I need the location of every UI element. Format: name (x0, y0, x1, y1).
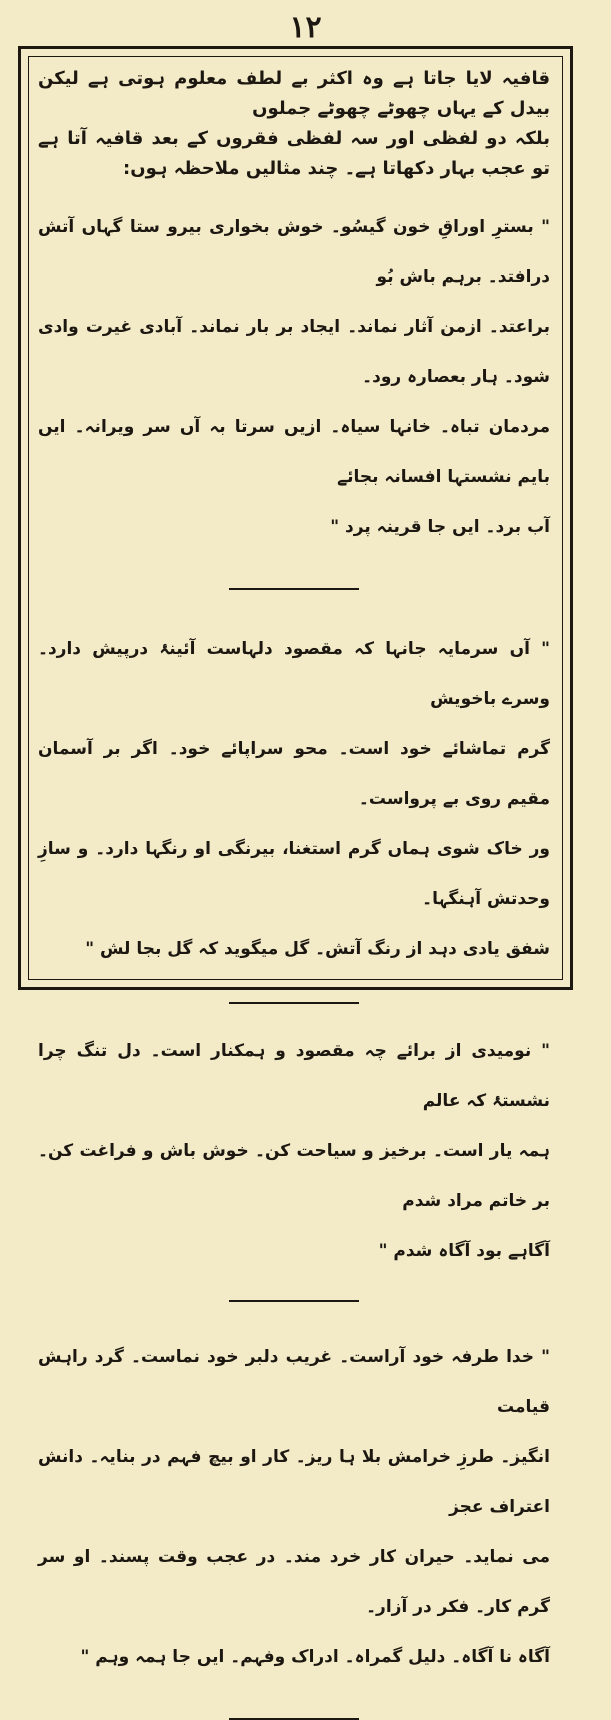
quote-1 (38, 202, 550, 552)
intro-line: بلکہ دو لفظی اور سہ لفظی فقروں کے بعد قافیہ آتا ہے تو عجب بہار دکھاتا ہے۔ چند مثالیں ملاحظہ ہوں: (38, 128, 550, 179)
quote-line: مردمان تباہ۔ خانہا سیاہ۔ ازیں سرتا بہ آں سر ویرانہ۔ ایں بایم نشستہا افسانہ بجائے (38, 417, 550, 487)
section-divider (229, 588, 359, 590)
page-number: ١٢ (289, 10, 322, 45)
quote-line: گرم تماشائے خود است۔ محو سراپائے خود۔ اگر بر آسمان مقیم روی بے پرواست۔ (38, 739, 550, 809)
quote-4 (38, 1332, 550, 1682)
quote-line: ہمہ یار است۔ برخیز و سیاحت کن۔ خوش باش و فراغت کن۔ بر خاتم مراد شدم (38, 1141, 550, 1211)
quote-line: ور خاک شوی ہماں گرم استغنا، بیرنگی او رنگہا دارد۔ و سازِ وحدتش آہنگہا۔ (38, 839, 550, 909)
quote-line: " خدا طرفہ خود آراست۔ غریب دلبر خود نماست۔ گرد راہش قیامت (38, 1347, 550, 1417)
intro-paragraph (38, 64, 550, 184)
section-divider (229, 1002, 359, 1004)
quote-line: " نومیدی از برائے چہ مقصود و ہمکنار است۔ دل تنگ چرا نشستۂ کہ عالم (38, 1041, 550, 1111)
page-content (38, 64, 550, 1720)
quote-2 (38, 624, 550, 974)
section-divider (229, 1300, 359, 1302)
quote-line: براعتد۔ ازمن آثار نماند۔ ایجاد بر بار نماند۔ آبادی غیرت وادی شود۔ ہار بعصارہ رود۔ (38, 317, 550, 387)
quote-line: آگاہ نا آگاہ۔ دلیل گمراہ۔ ادراک وفہم۔ ایں جا ہمہ وہم " (80, 1647, 550, 1667)
quote-line: شفق یادی دہد از رنگ آتش۔ گل میگوید کہ گل بجا لش " (85, 939, 550, 959)
quote-line: " آں سرمایہ جانہا کہ مقصود دلہاست آئینۂ درپیش دارد۔ وسرے باخویش (38, 639, 550, 709)
intro-line: قافیہ لایا جاتا ہے وہ اکثر بے لطف معلوم ہوتی ہے لیکن بیدل کے یہاں چھوٹے چھوٹے جملوں (38, 68, 550, 119)
quote-line: می نماید۔ حیران کار خرد مند۔ در عجب وقت پسند۔ او سر گرم کار۔ فکر در آزار۔ (38, 1547, 550, 1617)
quote-line: انگیز۔ طرزِ خرامش بلا ہا ریز۔ کار او بیچ فہم در بنایہ۔ دانش اعتراف عجز (38, 1447, 550, 1517)
quote-3 (38, 1026, 550, 1276)
quote-line: آب برد۔ ایں جا قرینہ پرد " (330, 517, 550, 537)
quote-line: آگاہے بود آگاہ شدم " (378, 1241, 550, 1261)
quote-line: " بسترِ اوراقِ خون گیسُو۔ خوش بخواری بیرو ستا گہاں آتش درافتد۔ برہم باش بُو (38, 217, 550, 287)
